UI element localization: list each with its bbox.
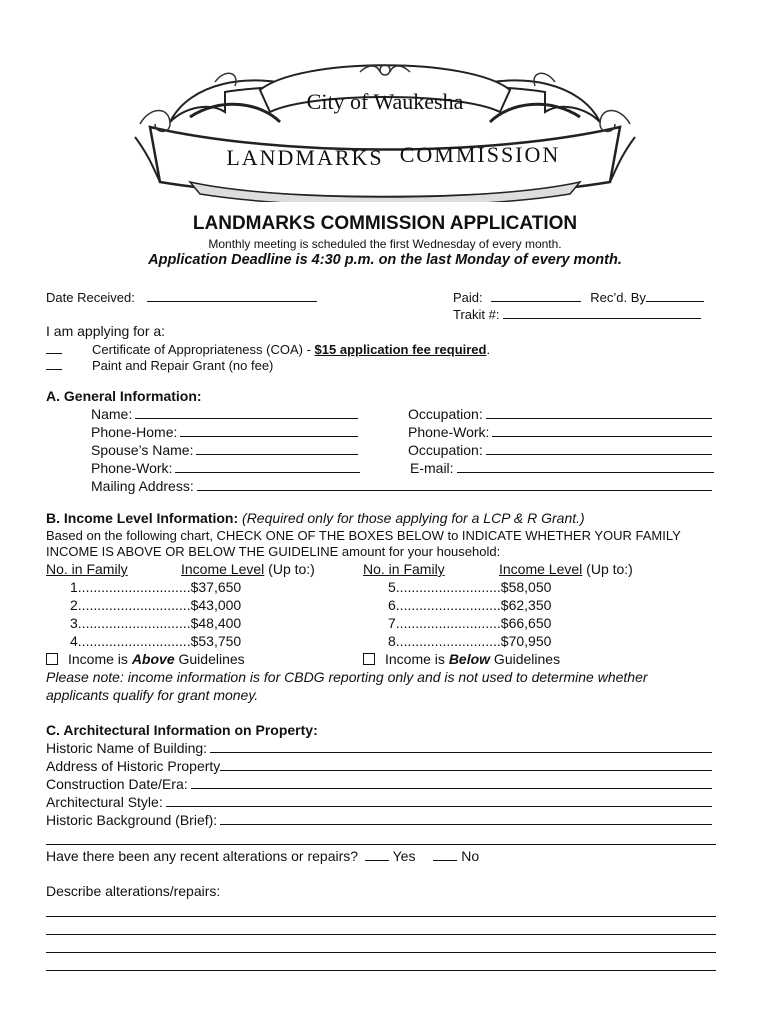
logo-ornament-graphic [130, 62, 640, 202]
paid-label: Paid: [453, 290, 483, 305]
right-family-header: No. in Family [363, 561, 445, 577]
income-note-line2: applicants qualify for grant money. [46, 687, 259, 703]
mailing-address-label: Mailing Address: [91, 478, 194, 494]
date-received-field[interactable] [46, 289, 317, 305]
right-income-header: Income Level (Up to:) [499, 561, 633, 577]
coa-blank[interactable] [46, 341, 62, 354]
logo-landmarks-text: LANDMARKS [226, 145, 384, 170]
alterations-no-label: No [461, 848, 480, 864]
income-row-4: 4.............................$53,750 [70, 633, 242, 649]
income-row-3: 3.............................$48,400 [70, 615, 242, 631]
spouse-name-field[interactable] [91, 442, 358, 458]
income-row-8: 8...........................$70,950 [388, 633, 552, 649]
income-row-6: 6...........................$62,350 [388, 597, 552, 613]
name-label: Name: [91, 406, 133, 422]
income-intro-line2: INCOME IS ABOVE OR BELOW THE GUIDELINE amount for your household: [46, 544, 501, 559]
grant-label: Paint and Repair Grant (no fee) [92, 358, 274, 373]
mailing-address-field[interactable] [91, 478, 712, 494]
architectural-style-label: Architectural Style: [46, 794, 163, 810]
email-label: E-mail: [410, 460, 454, 476]
deadline-notice: Application Deadline is 4:30 p.m. on the last Monday of every month. [148, 252, 622, 268]
recd-by-label: Rec’d. By [590, 290, 646, 305]
email-field[interactable] [410, 460, 714, 476]
describe-alterations-label: Describe alterations/repairs: [46, 883, 221, 899]
name-field[interactable] [91, 406, 358, 422]
page-title: LANDMARKS COMMISSION APPLICATION [192, 213, 578, 234]
historic-name-label: Historic Name of Building: [46, 740, 208, 756]
occupation-label: Occupation: [408, 406, 483, 422]
historic-address-label: Address of Historic Property [46, 758, 221, 774]
section-c-heading: C. Architectural Information on Property: [46, 722, 318, 738]
grant-option[interactable] [46, 357, 273, 373]
income-row-1: 1.............................$37,650 [70, 579, 242, 595]
income-row-5: 5...........................$58,050 [388, 579, 552, 595]
historic-address-field[interactable] [46, 758, 712, 774]
income-row-7: 7...........................$66,650 [388, 615, 552, 631]
construction-date-label: Construction Date/Era: [46, 776, 188, 792]
trakit-field[interactable] [453, 306, 701, 322]
phone-work-right-label: Phone-Work: [408, 424, 490, 440]
coa-option[interactable] [46, 341, 490, 357]
historic-name-field[interactable] [46, 740, 712, 756]
describe-line-2[interactable] [46, 934, 716, 935]
income-below-checkbox[interactable] [363, 653, 375, 665]
phone-work-field[interactable] [91, 460, 360, 476]
income-above-option[interactable]: Income is Above Guidelines [46, 651, 245, 667]
spouse-occupation-field[interactable] [408, 442, 712, 458]
construction-date-field[interactable] [46, 776, 712, 792]
alterations-no-blank[interactable] [433, 848, 457, 861]
date-received-label: Date Received: [46, 290, 135, 305]
income-note-line1: Please note: income information is for CBDG reporting only and is not used to determine whether [46, 669, 648, 685]
describe-line-3[interactable] [46, 952, 716, 953]
historic-background-label: Historic Background (Brief): [46, 812, 218, 828]
section-b-heading [46, 510, 585, 526]
income-below-option[interactable]: Income is Below Guidelines [363, 651, 560, 667]
phone-work-label: Phone-Work: [91, 460, 173, 476]
logo-commission-text: COMMISSION [399, 142, 561, 167]
architectural-style-field[interactable] [46, 794, 712, 810]
describe-line-1[interactable] [46, 916, 716, 917]
applying-for-label: I am applying for a: [46, 323, 166, 339]
left-family-header: No. in Family [46, 561, 128, 577]
historic-background-field[interactable] [46, 812, 712, 828]
occupation-field[interactable] [408, 406, 712, 422]
section-a-heading: A. General Information: [46, 388, 202, 404]
trakit-label: Trakit #: [453, 307, 500, 322]
spouse-name-label: Spouse’s Name: [91, 442, 194, 458]
phone-home-label: Phone-Home: [91, 424, 178, 440]
meeting-subtitle: Monthly meeting is scheduled the first Wednesday of every month. [208, 237, 562, 251]
spouse-occupation-label: Occupation: [408, 442, 483, 458]
phone-work-right-field[interactable] [408, 424, 712, 440]
paid-field[interactable] [453, 289, 704, 305]
background-extra-line[interactable] [46, 844, 716, 845]
alterations-yes-label: Yes [392, 848, 416, 864]
coa-period: . [486, 342, 491, 357]
section-b-title: B. Income Level Information: [46, 510, 239, 526]
income-row-2: 2.............................$43,000 [70, 597, 242, 613]
section-b-note: (Required only for those applying for a LCP & R Grant.) [238, 510, 585, 526]
city-logo [130, 62, 640, 202]
alterations-yes-blank[interactable] [365, 848, 389, 861]
logo-city-text: City of Waukesha [306, 89, 464, 114]
alterations-question-label: Have there been any recent alterations or repairs? [46, 848, 359, 864]
left-income-header: Income Level (Up to:) [181, 561, 315, 577]
income-intro-line1: Based on the following chart, CHECK ONE OF THE BOXES BELOW to INDICATE WHETHER YOUR FAMILY [46, 528, 681, 543]
describe-line-4[interactable] [46, 970, 716, 971]
grant-blank[interactable] [46, 357, 62, 370]
phone-home-field[interactable] [91, 424, 358, 440]
income-above-checkbox[interactable] [46, 653, 58, 665]
coa-label: Certificate of Appropriateness (COA) - [92, 342, 315, 357]
coa-fee: $15 application fee required [314, 342, 487, 357]
alterations-question[interactable] [46, 848, 479, 864]
